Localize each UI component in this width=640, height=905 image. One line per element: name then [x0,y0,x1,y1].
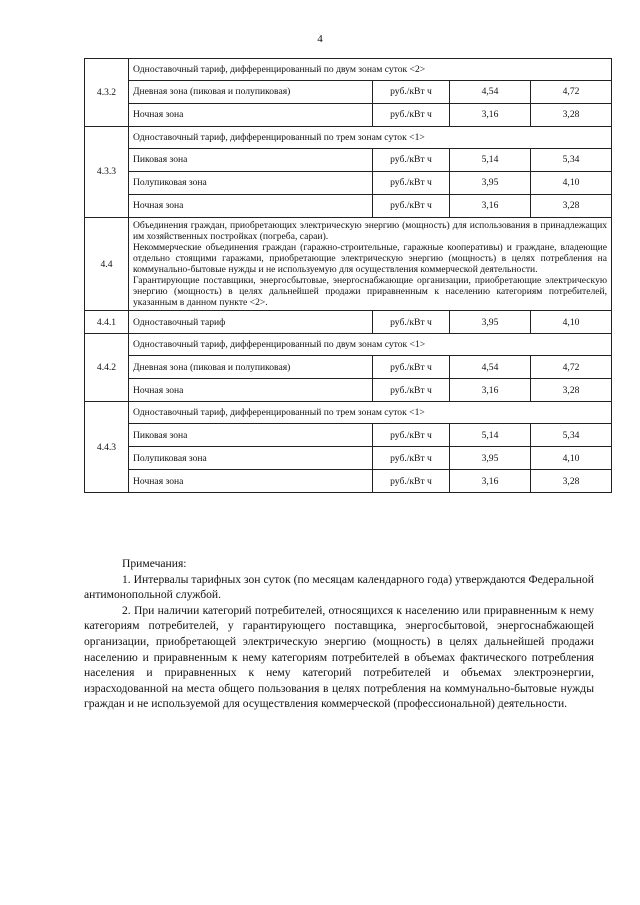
zone-name: Полупиковая зона [129,172,373,195]
description-paragraph: Некоммерческие объединения граждан (гаражно-строительные, гаражные кооперативы) и граждане, владеющие отдельно стоящими гаражами, приобретающие электрическую энергию (мощность) в целях потребления на коммунально-бытовые нужды и не используемую для осуществления коммерческой деятельности. [133,242,608,276]
zone-name: Пиковая зона [129,424,373,447]
unit-cell: руб./кВт ч [373,356,450,379]
unit-cell: руб./кВт ч [373,149,450,172]
value-cell: 4,72 [531,81,612,104]
unit-cell: руб./кВт ч [373,379,450,402]
page-number: 4 [317,33,323,45]
value-cell: 3,95 [450,311,531,334]
note-item: 2. При наличии категорий потребителей, относящихся к населению или приравненным к нему категориям потребителей, у гарантирующего поставщика, энергосбытовой, энергоснабжающей организации, приобретающей электрическую энергию (мощность) в целях дальнейшей продажи населению и приравненным к нему категориям потребителей в объемах фактического потребления населения и приравненных к нему категорий потребителей и объемах электроэнергии, израсходованной на места общего пользования в целях потребления на коммунально-бытовые нужды граждан и не используемой для осуществления коммерческой (профессиональной) деятельности. [84,603,594,711]
zone-name: Одноставочный тариф [129,311,373,334]
value-cell: 4,10 [531,311,612,334]
value-cell: 3,16 [450,195,531,218]
value-cell: 5,14 [450,149,531,172]
description-paragraph: Гарантирующие поставщики, энергосбытовые, энергоснабжающие организации, приобретающие электрическую энергию (мощность) в целях дальнейшей продажи приравненным к населению категориям потребителей, указанным в данном пункте <2>. [133,275,608,309]
table-row [85,81,612,104]
table-row [85,218,612,311]
unit-cell: руб./кВт ч [373,104,450,127]
notes-title: Примечания: [122,557,187,570]
value-cell: 3,16 [450,379,531,402]
section-code: 4.4 [85,218,129,311]
section-code: 4.4.2 [85,334,129,402]
unit-cell: руб./кВт ч [373,447,450,470]
table-row [85,311,612,334]
note-item: 1. Интервалы тарифных зон суток (по месяцам календарного года) утверждаются Федеральной антимонопольной службой. [84,572,594,602]
table-row [85,447,612,470]
value-cell: 5,34 [531,424,612,447]
table-row [85,356,612,379]
value-cell: 4,54 [450,356,531,379]
value-cell: 4,72 [531,356,612,379]
section-title: Одноставочный тариф, дифференцированный по двум зонам суток <2> [129,59,612,81]
value-cell: 3,28 [531,470,612,493]
unit-cell: руб./кВт ч [373,424,450,447]
section-code: 4.4.1 [85,311,129,334]
section-title: Одноставочный тариф, дифференцированный по двум зонам суток <1> [129,334,612,356]
value-cell: 3,28 [531,195,612,218]
value-cell: 3,95 [450,447,531,470]
table-row [85,379,612,402]
section-code: 4.4.3 [85,402,129,493]
value-cell: 5,34 [531,149,612,172]
value-cell: 5,14 [450,424,531,447]
value-cell: 3,16 [450,104,531,127]
zone-name: Ночная зона [129,104,373,127]
unit-cell: руб./кВт ч [373,195,450,218]
table-row [85,470,612,493]
table-row [85,402,612,424]
value-cell: 3,28 [531,379,612,402]
table-row [85,195,612,218]
table-row [85,172,612,195]
unit-cell: руб./кВт ч [373,311,450,334]
zone-name: Дневная зона (пиковая и полупиковая) [129,356,373,379]
zone-name: Дневная зона (пиковая и полупиковая) [129,81,373,104]
zone-name: Ночная зона [129,379,373,402]
description-paragraph: Объединения граждан, приобретающих электрическую энергию (мощность) для использования в принадлежащих им хозяйственных постройках (погреба, сараи). [133,220,608,243]
tariff-table [84,58,612,493]
zone-name: Полупиковая зона [129,447,373,470]
value-cell: 3,16 [450,470,531,493]
section-title: Одноставочный тариф, дифференцированный по трем зонам суток <1> [129,127,612,149]
section-code: 4.3.2 [85,59,129,127]
value-cell: 3,28 [531,104,612,127]
table-row [85,334,612,356]
table-row [85,127,612,149]
zone-name: Ночная зона [129,195,373,218]
notes-section [84,556,594,712]
table-row [85,149,612,172]
section-title: Одноставочный тариф, дифференцированный по трем зонам суток <1> [129,402,612,424]
unit-cell: руб./кВт ч [373,172,450,195]
zone-name: Ночная зона [129,470,373,493]
unit-cell: руб./кВт ч [373,81,450,104]
value-cell: 4,54 [450,81,531,104]
section-code: 4.3.3 [85,127,129,218]
table-row [85,59,612,81]
unit-cell: руб./кВт ч [373,470,450,493]
consumer-description [129,218,612,311]
value-cell: 4,10 [531,447,612,470]
zone-name: Пиковая зона [129,149,373,172]
table-row [85,104,612,127]
table-row [85,424,612,447]
value-cell: 3,95 [450,172,531,195]
value-cell: 4,10 [531,172,612,195]
